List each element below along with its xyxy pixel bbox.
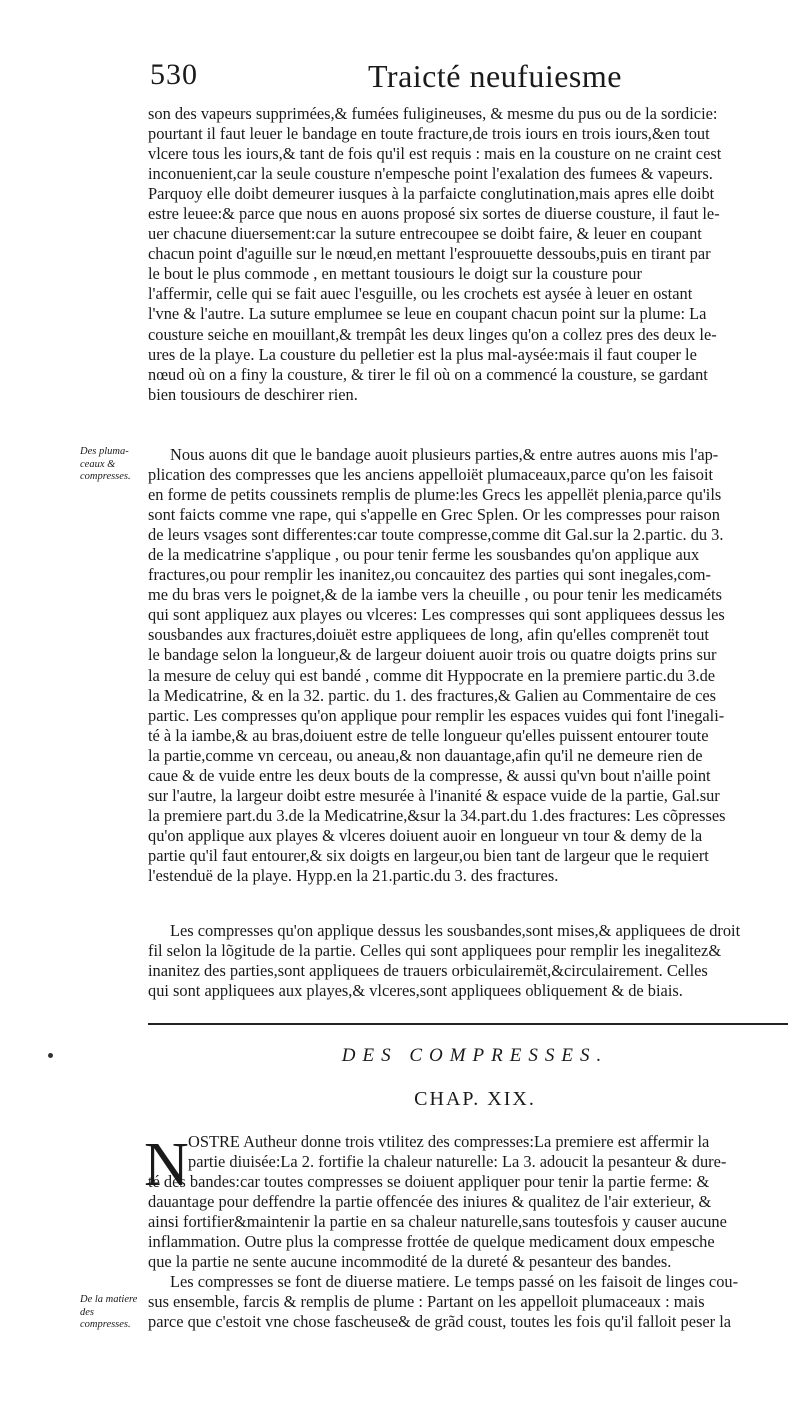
text-line: la Medicatrine, & en la 32. partic. du 1. des fractures,& Galien au Commentaire de ces [148, 685, 716, 705]
text-line: fractures,ou pour remplir les inanitez,ou concauitez des parties qui sont inegales,com- [148, 565, 712, 585]
text-line: son des vapeurs supprimées,& fumées fuligineuses, & mesme du pus ou de la sordicie: [148, 104, 718, 123]
text-line: que la partie ne sente aucune incommodité de la dureté & pesanteur des bandes. [148, 1252, 672, 1272]
text-line: parce que c'estoit vne chose fascheuse& de grãd coust, toutes les fois qu'il falloit peser la [148, 1312, 732, 1332]
text-line: vlcere tous les iours,& tant de fois qu'il est requis : mais en la cousture on ne craint cest [148, 144, 722, 164]
text-line: de la medicatrine s'applique , ou pour tenir ferme les sousbandes qu'on applique aux [148, 545, 700, 565]
running-title: Traicté neufuiesme [368, 58, 622, 94]
text-line: me du bras vers le poignet,& de la iambe vers la cheuille , ou pour tenir les medicaméts [148, 585, 722, 605]
text-line: dauantage pour deffendre la partie offencée des iniures & qualitez de l'air exterieur, & [148, 1192, 712, 1212]
text-line: partie qu'il faut entourer,& six doigts en largeur,ou bien tant de largeur que le requiert [148, 845, 709, 865]
text-line: Nous auons dit que le bandage auoit plusieurs parties,& entre autres auons mis l'ap- [170, 445, 719, 464]
text-line: cousture seiche en mouillant,& trempât les deux linges qu'on a collez pres des deux le- [148, 324, 717, 344]
page-header [150, 58, 790, 102]
text-line: nœud où on a finy la cousture, & tirer le fil où on a commencé la cousture, se gardant [148, 364, 708, 384]
text-line: l'estenduë de la playe. Hypp.en la 21.partic.du 3. des fractures. [148, 865, 559, 885]
section-heading: DES COMPRESSES. [341, 1045, 609, 1066]
text-line: l'affermir, celle qui se fait auec l'esguille, ou les crochets est aysée à leuer en ostant [148, 284, 693, 304]
third-paragraph [148, 921, 790, 1001]
text-line: sont faicts comme vne rape, qui s'appelle en Grec Splen. Or les compresses pour raison [148, 505, 720, 525]
text-line: uer chacune diuersement:car la suture entrecoupee se doibt faire, & leuer en coupant [148, 224, 702, 244]
text-line: inconuenient,car la seule cousture n'empesche point l'exalation des fumees & vapeurs. [148, 164, 713, 184]
page-number: 530 [150, 58, 198, 91]
text-line: le bandage selon la longueur,& de largeur doiuent auoir trois ou quatre doigts prins sur [148, 645, 717, 665]
text-line: ures de la playe. La cousture du pelletier est la plus mal-aysée:mais il faut couper le [148, 344, 697, 364]
text-line: qui sont appliquez aux playes ou vlceres: Les compresses qui sont appliquees dessus les [148, 605, 725, 625]
text-line: en forme de petits coussinets remplis de plume:les Grecs les appellët plenia,parce qu'ils [148, 485, 722, 505]
text-line: Les compresses se font de diuerse matiere. Le temps passé on les faisoit de linges cou- [170, 1272, 739, 1292]
text-line: partic. Les compresses qu'on applique pour remplir les espaces vuides qui font l'inegali- [148, 705, 725, 725]
text-line: caue & de vuide entre les deux bouts de la compresse, & aussi qu'vn bout n'aille point [148, 765, 711, 785]
second-paragraph [148, 445, 790, 886]
text-line: inflammation. Outre plus la compresse frottée de quelque medicament doux empesche [148, 1232, 715, 1252]
text-line: chacun point d'aguille sur le nœud,en mettant l'esprouuette dessoubs,puis en tirant par [148, 244, 711, 264]
text-line: ainsi fortifier&maintenir la partie en sa chaleur naturelle,sans toutesfois y causer aucune [148, 1212, 727, 1232]
text-line: partie diuisée:La 2. fortifie la chaleur naturelle: La 3. adoucit la pesanteur & dure- [188, 1152, 727, 1172]
drop-cap: N [144, 1131, 189, 1199]
text-line: de leurs vsages sont differentes:car toute compresse,comme dit Gal.sur la 2.partic. du 3. [148, 525, 724, 545]
text-line: la partie,comme vn cerceau, ou aneau,& non dauantage,afin qu'il ne demeure rien de [148, 745, 703, 765]
margin-note-plumaceaux: Des pluma-ceaux & compresses. [80, 446, 131, 482]
text-line: le bout le plus commode , en mettant tousiours le doigt sur la cousture pour [148, 264, 642, 284]
text-line: plication des compresses que les anciens appelloiët plumaceaux,parce qu'on les faisoit [148, 465, 714, 485]
text-line: l'vne & l'autre. La suture emplumee se leue en coupant chacun point sur la plume: La [148, 304, 707, 324]
chapter-paragraph [148, 1132, 790, 1332]
text-line: qu'on applique aux playes & vlceres doiuent auoir en longueur vn tour & demy de la [148, 825, 703, 845]
text-line: bien tousiours de deschirer rien. [148, 384, 358, 404]
text-line: Les compresses qu'on applique dessus les sousbandes,sont mises,& appliquees de droit [170, 921, 741, 940]
text-line: Parquoy elle doibt demeurer iusques à la parfaicte conglutination,mais apres elle doibt [148, 184, 715, 204]
margin-note-matiere: De la matiere des compresses. [80, 1294, 138, 1330]
text-line: inanitez des parties,sont appliquees de trauers orbiculairemët,&circulairement. Celles [148, 961, 708, 981]
text-line: OSTRE Autheur donne trois vtilitez des compresses:La premiere est affermir la [188, 1132, 710, 1151]
text-line: qui sont appliquees aux playes,& vlceres,sont appliquees obliquement & de biais. [148, 981, 683, 1001]
text-line: té des bandes:car toutes compresses se doiuent appliquer pour tenir la partie ferme: & [148, 1172, 710, 1192]
text-line: la premiere part.du 3.de la Medicatrine,&sur la 34.part.du 1.des fractures: Les cõpresses [148, 805, 726, 825]
text-line: sousbandes aux fractures,doiuët estre appliquees de long, afin qu'elles comprenët tout [148, 625, 709, 645]
text-line: sus ensemble, farcis & remplis de plume : Partant on les appelloit plumaceaux : mais [148, 1292, 705, 1312]
top-paragraph [148, 104, 790, 405]
text-line: sur l'autre, la largeur doibt estre mesurée à l'inanité & espace vuide de la partie, Gal.sur [148, 785, 720, 805]
chapter-heading: CHAP. XIX. [414, 1088, 536, 1110]
text-line: la mesure de celuy qui est bandé , comme dit Hyppocrate en la premiere partic.du 3.de [148, 665, 716, 685]
section-rule [148, 1023, 788, 1025]
text-line: estre leuee:& parce que nous en auons proposé six sortes de diuerse cousture, il faut le- [148, 204, 720, 224]
text-line: fil selon la lõgitude de la partie. Celles qui sont appliquees pour remplir les inegalitez& [148, 941, 722, 961]
text-line: té à la iambe,& au bras,doiuent estre de telle longueur qu'elles puissent entourer toute [148, 725, 709, 745]
text-line: pourtant il faut leuer le bandage en toute fracture,de trois iours en trois iours,&en tout [148, 124, 710, 144]
